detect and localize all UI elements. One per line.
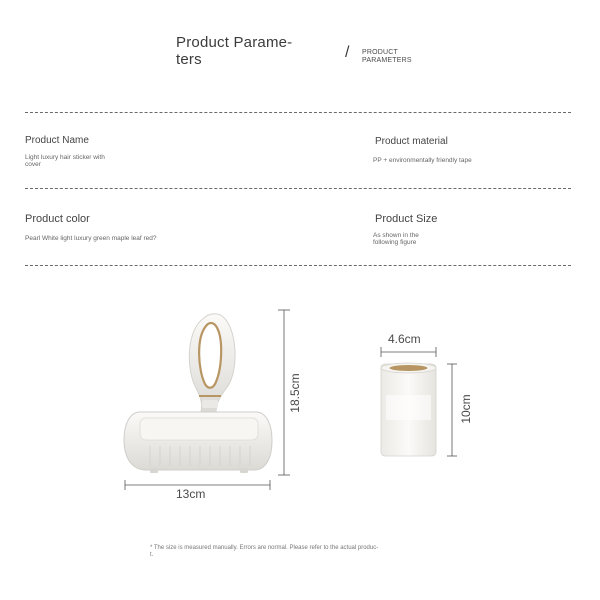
refill-roll-icon — [381, 363, 436, 456]
product-name-value-line-2: cover — [25, 161, 41, 168]
product-name-value-line-1: Light luxury hair sticker with — [25, 154, 105, 161]
product-size-value-line-1: As shown in the — [373, 232, 419, 239]
refill-width-label: 4.6cm — [388, 332, 421, 346]
product-size-label: Product Size — [375, 213, 438, 225]
refill-height-dimension — [447, 364, 457, 456]
roller-width-label: 13cm — [176, 487, 206, 501]
refill-height-label: 10cm — [459, 394, 473, 424]
title-separator: / — [345, 44, 350, 61]
title-line-1: Product Parame- — [176, 34, 293, 51]
product-size-value-line-2: following figure — [373, 239, 417, 246]
product-material-label: Product material — [375, 136, 448, 147]
product-color-value: Pearl White light luxury green maple leaf red? — [25, 235, 157, 242]
title-line-2: ters — [176, 51, 202, 68]
measurement-note-line-1: * The size is measured manually. Errors are normal. Please refer to the actual produc- — [150, 545, 379, 551]
product-color-label: Product color — [25, 213, 90, 225]
roller-handle-icon — [189, 314, 235, 412]
roller-body-icon — [124, 412, 272, 473]
measurement-note — [150, 545, 470, 559]
measurement-note-line-2: t. — [150, 552, 154, 558]
subtitle-line-1: PRODUCT — [362, 49, 399, 56]
refill-width-dimension — [381, 347, 436, 357]
product-material-value: PP + environmentally friendly tape — [373, 157, 472, 164]
product-name-label: Product Name — [25, 135, 89, 146]
roller-height-label: 18.5cm — [288, 373, 302, 413]
subtitle-line-2: PARAMETERS — [362, 57, 412, 64]
